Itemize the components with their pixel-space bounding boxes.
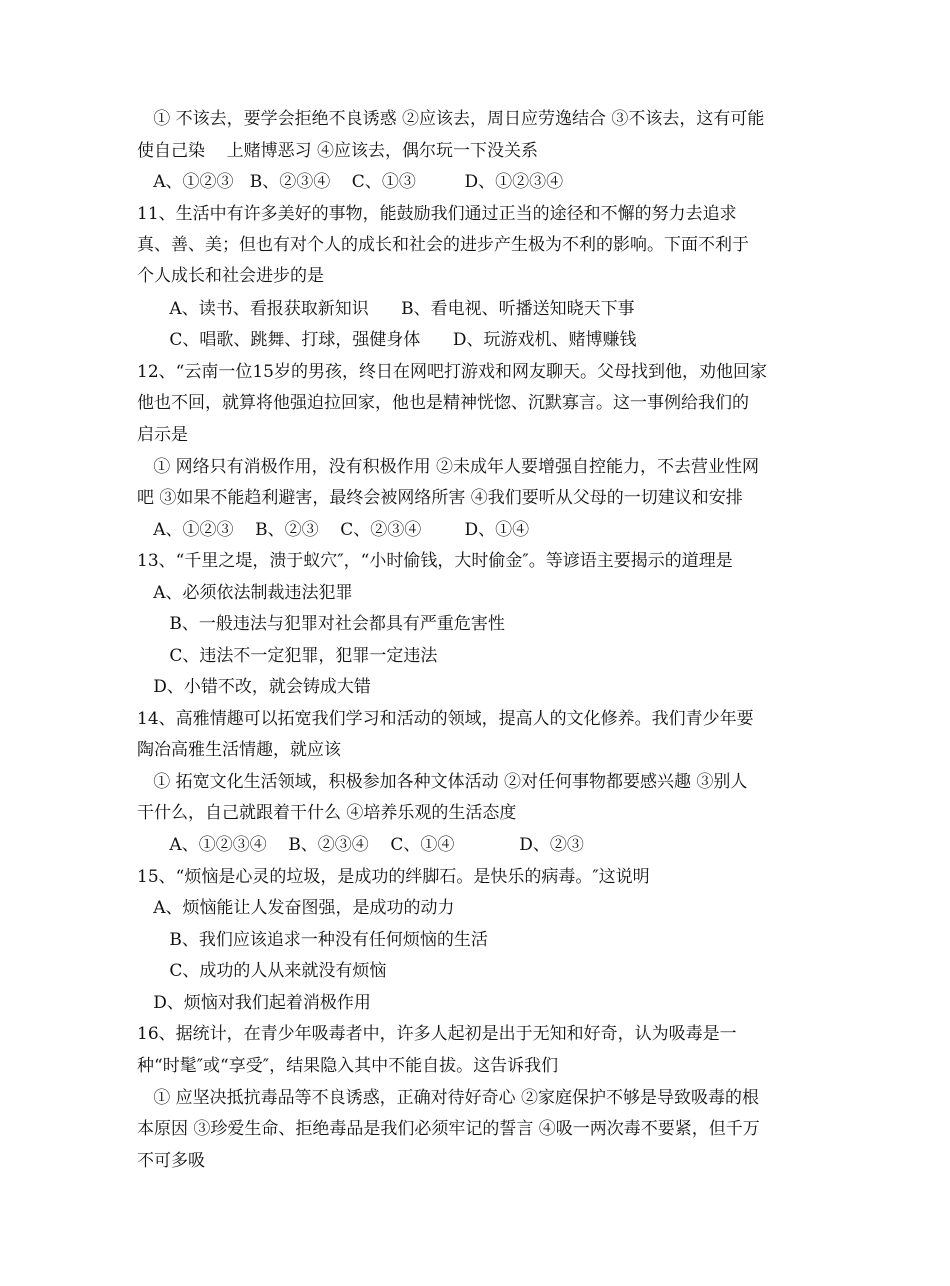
q14-options: A、①②③④ B、②③④ C、①④ D、②③ [137,835,584,855]
q16-statements-line-1: ① 应坚决抵抗毒品等不良诱惑，正确对待好奇心 ②家庭保护不够是导致吸毒的根 [137,1088,760,1108]
q11-stem-line-3: 个人成长和社会进步的是 [137,266,324,286]
q13-option-c: C、违法不一定犯罪，犯罪一定违法 [137,646,438,666]
q13-stem: 13、“千里之堤，溃于蚁穴″，“小时偷钱，大时偷金″。等谚语主要揭示的道理是 [137,551,733,571]
q12-stem-line-3: 启示是 [137,425,188,445]
q11-options-cd: C、唱歌、跳舞、打球，强健身体 D、玩游戏机、赌博赚钱 [137,330,637,350]
q14-statements-line-1: ① 拓宽文化生活领域，积极参加各种文体活动 ②对任何事物都要感兴趣 ③别人 [137,772,748,792]
q10-statements-line-2: 使自己染 上赌博恶习 ④应该去，偶尔玩一下没关系 [137,141,539,161]
q15-option-c: C、成功的人从来就没有烦恼 [137,961,387,981]
q13-option-b: B、一般违法与犯罪对社会都具有严重危害性 [137,614,505,634]
q14-statements-line-2: 干什么，自己就跟着干什么 ④培养乐观的生活态度 [137,803,517,823]
q13-option-d: D、小错不改，就会铸成大错 [137,677,371,697]
q11-stem-line-2: 真、善、美；但也有对个人的成长和社会的进步产生极为不利的影响。下面不利于 [137,235,749,255]
q12-options: A、①②③ B、②③ C、②③④ D、①④ [137,520,530,540]
q15-option-a: A、烦恼能让人发奋图强，是成功的动力 [137,898,455,918]
q14-stem-line-1: 14、高雅情趣可以拓宽我们学习和活动的领域，提高人的文化修养。我们青少年要 [137,709,754,729]
q12-statements-line-2: 吧 ③如果不能趋利避害，最终会被网络所害 ④我们要听从父母的一切建议和安排 [137,488,743,508]
q15-option-d: D、烦恼对我们起着消极作用 [137,993,371,1013]
q11-options-ab: A、读书、看报获取新知识 B、看电视、听播送知晓天下事 [137,299,635,319]
q16-stem-line-1: 16、据统计，在青少年吸毒者中，许多人起初是出于无知和好奇，认为吸毒是一 [137,1024,737,1044]
q13-option-a: A、必须依法制裁违法犯罪 [137,583,353,603]
q10-options: A、①②③ B、②③④ C、①③ D、①②③④ [137,172,564,192]
q12-statements-line-1: ① 网络只有消极作用，没有积极作用 ②未成年人要增强自控能力，不去营业性网 [137,457,760,477]
q16-statements-line-2: 本原因 ③珍爱生命、拒绝毒品是我们必须牢记的誓言 ④吸一两次毒不要紧，但千万 [137,1119,760,1139]
q16-statements-line-3: 不可多吸 [137,1151,205,1171]
q12-stem-line-2: 他也不回，就算将他强迫拉回家，他也是精神恍惚、沉默寡言。这一事例给我们的 [137,393,749,413]
q12-stem-line-1: 12、“云南一位15岁的男孩，终日在网吧打游戏和网友聊天。父母找到他，劝他回家 [137,362,767,382]
q15-option-b: B、我们应该追求一种没有任何烦恼的生活 [137,930,488,950]
q10-statements-line-1: ① 不该去，要学会拒绝不良诱惑 ②应该去，周日应劳逸结合 ③不该去，这有可能 [137,109,765,129]
q14-stem-line-2: 陶冶高雅生活情趣，就应该 [137,740,341,760]
q11-stem-line-1: 11、生活中有许多美好的事物，能鼓励我们通过正当的途径和不懈的努力去追求 [137,204,737,224]
q15-stem: 15、“烦恼是心灵的垃圾，是成功的绊脚石。是快乐的病毒。″这说明 [137,867,650,887]
q16-stem-line-2: 种“时髦″或“享受″，结果隐入其中不能自拔。这告诉我们 [137,1056,559,1076]
